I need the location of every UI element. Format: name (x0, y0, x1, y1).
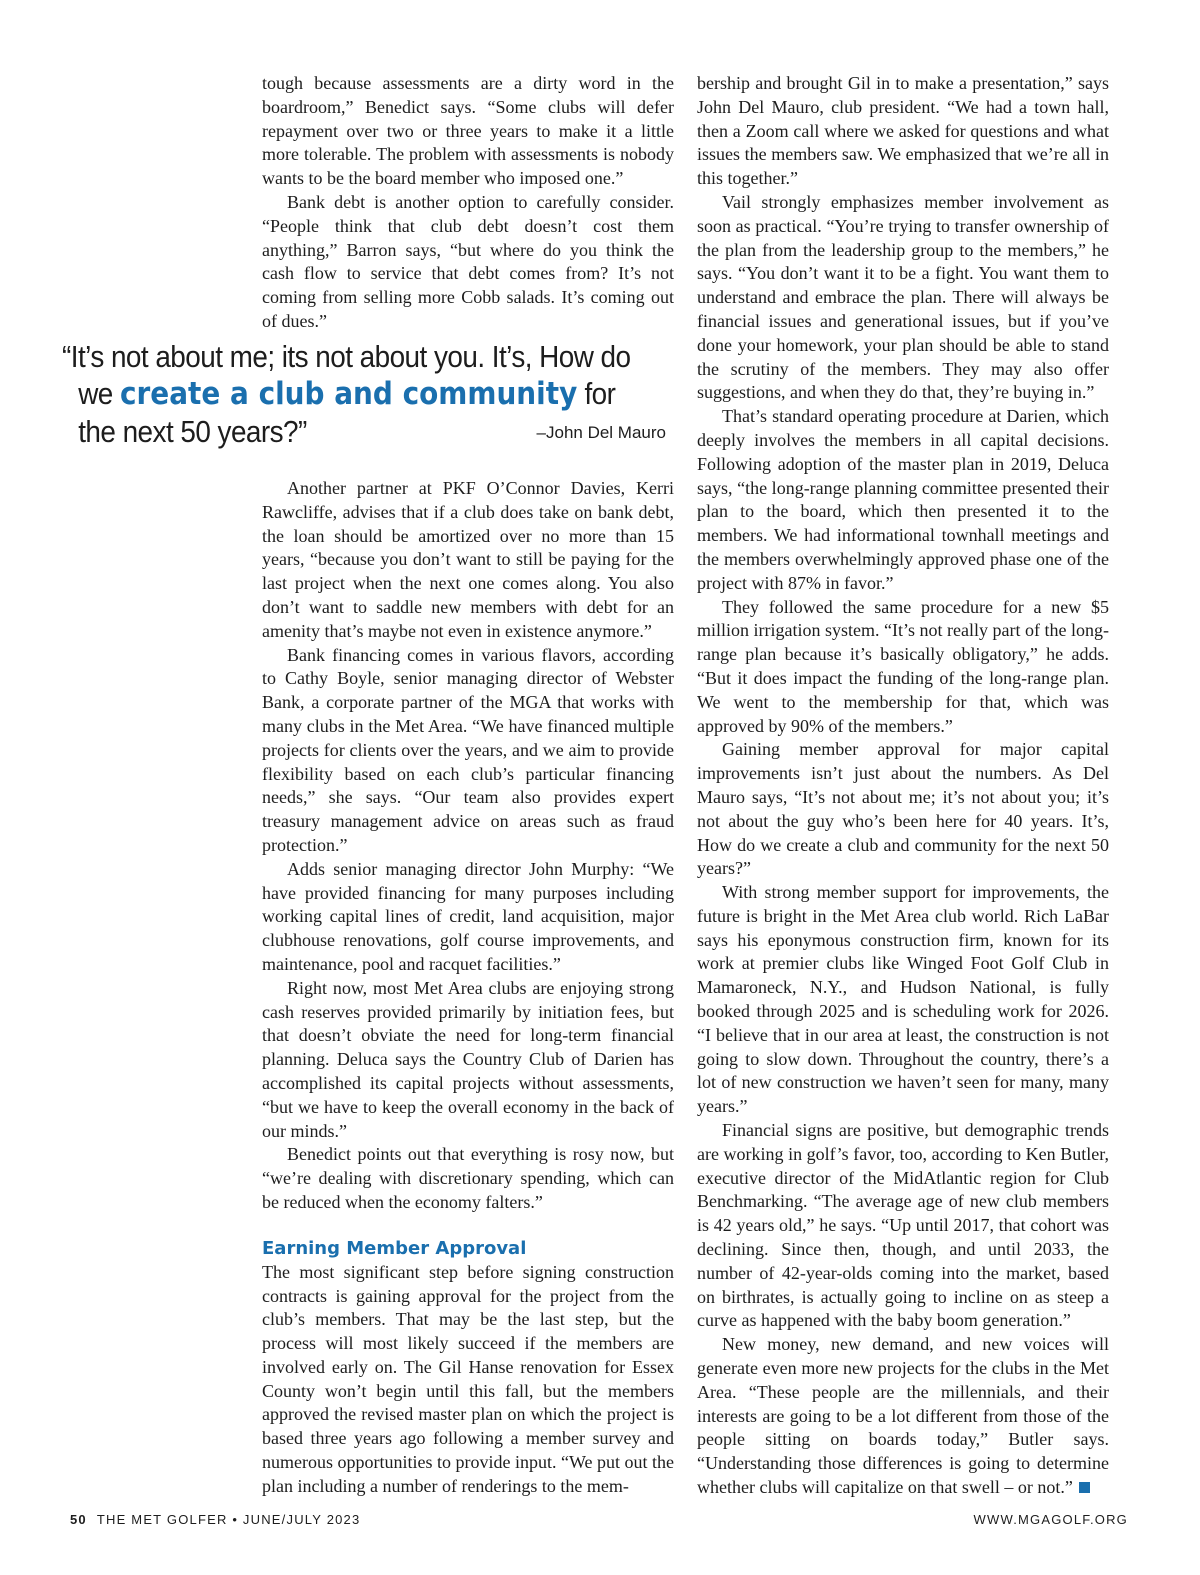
last-paragraph-text: New money, new demand, and new voices will generate even more new projects for the clubs in the Met Area. “These people are the millennials, and their interests are going to be a lot different from those of the people sitting on boards today,” Butler says. “Understanding those differences is going to determine whether clubs will capitalize on that swell – or not.” (697, 1334, 1109, 1498)
paragraph: Adds senior managing director John Murphy: “We have provided financing for many purposes including working capital lines of credit, land acquisition, major clubhouse renovations, golf course improvements, and maintenance, pool and racquet facilities.” (262, 858, 674, 974)
paragraph: tough because assessments are a dirty word in the boardroom,” Benedict says. “Some clubs will defer repayment over two or three years to make it a little more tolerable. The problem with assessments is nobody wants to be the board member who imposed one.” (262, 73, 674, 189)
left-column-top (262, 72, 674, 334)
publication-line: THE MET GOLFER • JUNE/JULY 2023 (96, 1512, 361, 1527)
paragraph: They followed the same procedure for a new $5 million irrigation system. “It’s not really part of the long-range plan because it’s basically obligatory,” he adds. “But it does impact the funding of the long-range plan. We went to the membership for that, which was approved by 90% of the members.” (697, 596, 1109, 736)
page-number: 50 (70, 1512, 87, 1527)
pull-quote-attribution: –John Del Mauro (536, 423, 666, 442)
paragraph: The most significant step before signing construction contracts is gaining approval for the project from the club’s members. That may be the last step, but the process will most likely succeed if the members are involved early on. The Gil Hanse renovation for Essex County won’t begin until this fall, but the members approved the revised master plan on which the project is based three years ago following a member survey and numerous opportunities to provide input. “We put out the plan including a number of renderings to the mem- (262, 1261, 674, 1496)
end-of-article-icon (1079, 1482, 1090, 1493)
pull-quote (62, 338, 631, 450)
paragraph: Financial signs are positive, but demographic trends are working in golf’s favor, too, according to Ken Butler, executive director of the MidAtlantic region for Club Benchmarking. “The average age of new club members is 42 years old,” he says. “Up until 2017, that cohort was declining. Since then, though, and until 2033, the number of 42-year-olds coming into the market, based on birthrates, is actually going to incline on as steep a curve as happened with the baby boom generation.” (697, 1120, 1109, 1331)
left-column-bottom (262, 477, 674, 1499)
paragraph: Bank financing comes in various flavors, according to Cathy Boyle, senior managing director of Webster Bank, a corporate partner of the MGA that works with many clubs in the Met Area. “We have financed multiple projects for clients over the years, and we aim to provide flexibility based on each club’s particular financing needs,” she says. “Our team also provides expert treasury management advice on areas such as fraud protection.” (262, 644, 674, 855)
paragraph: Right now, most Met Area clubs are enjoying strong cash reserves provided primarily by initiation fees, but that doesn’t obviate the need for long-term financial planning. Deluca says the Country Club of Darien has accomplished its capital projects without assessments, “but we have to keep the overall economy in the back of our minds.” (262, 977, 674, 1141)
pull-quote-line-1: “It’s not about me; its not about you. It’s, How do (62, 339, 631, 374)
paragraph: bership and brought Gil in to make a presentation,” says John Del Mauro, club president. “We had a town hall, then a Zoom call where we asked for questions and what issues the members saw. We emphasized that we’re all in this together.” (697, 73, 1109, 189)
paragraph: Bank debt is another option to carefully consider. “People think that club debt doesn’t cost them anything,” Barron says, “but where do you think the cash flow to service that debt comes from? It’s not coming from selling more Cobb salads. It’s coming out of dues.” (262, 191, 674, 331)
paragraph: Benedict points out that everything is rosy now, but “we’re dealing with discretionary spending, which can be reduced when the economy falters.” (262, 1144, 674, 1212)
paragraph: That’s standard operating procedure at Darien, which deeply involves the members in all capital decisions. Following adoption of the master plan in 2019, Deluca says, “the long-range planning committee presented their plan to the board, which then presented it to the members. We had informational townhall meetings and the members overwhelmingly approved phase one of the project with 87% in favor.” (697, 406, 1109, 593)
pull-quote-line-2-end: for (577, 376, 616, 411)
pull-quote-line-3: the next 50 years?” (78, 414, 307, 449)
right-column (697, 72, 1109, 1500)
paragraph: With strong member support for improvements, the future is bright in the Met Area club world. Rich LaBar says his eponymous construction firm, known for its work at premier clubs like Winged Foot Golf Club in Mamaroneck, N.Y., and Hudson National, is fully booked through 2025 and is scheduling work for 2026. “I believe that in our area at least, the construction is not going to slow down. Throughout the country, there’s a lot of new construction we haven’t seen for many, many years.” (697, 882, 1109, 1117)
pull-quote-line-2-start: we (78, 376, 121, 411)
footer-website: WWW.MGAGOLF.ORG (973, 1512, 1128, 1527)
footer-folio (70, 1512, 360, 1527)
paragraph: Gaining member approval for major capital improvements isn’t just about the numbers. As Del Mauro says, “It’s not about me; it’s not about you; it’s not about the guy who’s been here for 40 years. It’s, How do we create a club and community for the next 50 years?” (697, 739, 1109, 879)
paragraph: Another partner at PKF O’Connor Davies, Kerri Rawcliffe, advises that if a club does take on bank debt, the loan should be amortized over no more than 15 years, “because you don’t want to still be paying for the last project when the next one comes along. You also don’t want to saddle new members with debt for an amenity that’s maybe not even in existence anymore.” (262, 478, 674, 641)
pull-quote-highlight: create a club and community (120, 376, 578, 412)
paragraph: Vail strongly emphasizes member involvement as soon as practical. “You’re trying to transfer ownership of the plan from the leadership group to the members,” he says. “You don’t want it to be a fight. You want them to understand and embrace the plan. There will always be financial issues and generational issues, but if you’ve done your homework, your plan should be able to stand the scrutiny of the members. They may also offer suggestions, and when they do that, they’re buying in.” (697, 191, 1109, 403)
section-subhead: Earning Member Approval (262, 1237, 527, 1259)
pull-quote-line-2 (62, 375, 616, 413)
last-paragraph (697, 1333, 1109, 1500)
